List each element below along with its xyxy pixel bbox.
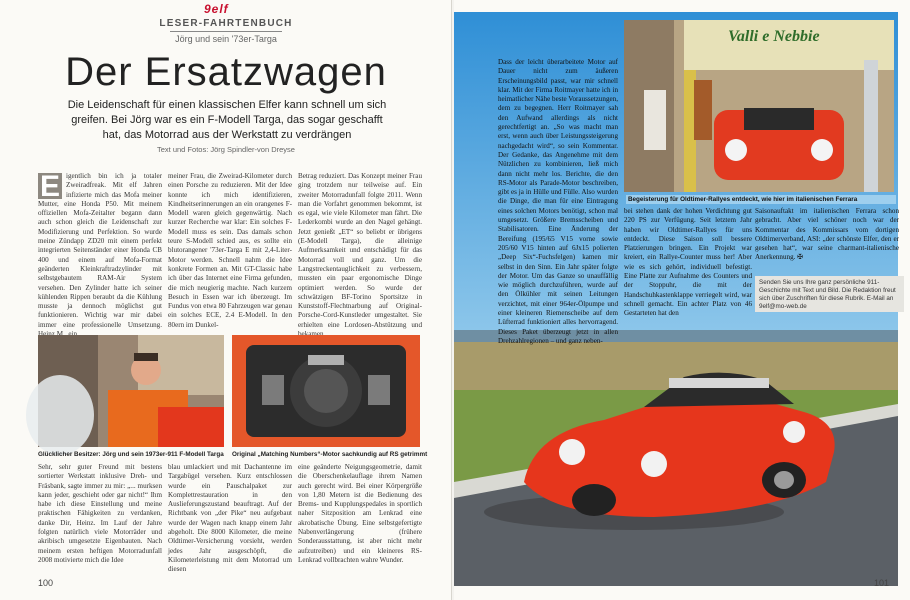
- engine-photo: [232, 335, 420, 447]
- text-column-c: [755, 207, 899, 273]
- owner-photo-art: [38, 335, 224, 447]
- end-mark: ✠: [797, 253, 804, 262]
- left-page: [0, 0, 452, 600]
- article-credit: Text und Fotos: Jörg Spindler-von Dreyse: [157, 145, 295, 154]
- drop-cap: E: [39, 170, 60, 203]
- owner-photo-caption: Glücklicher Besitzer: Jörg und sein 1973er-911 F-Modell Targa: [38, 451, 224, 458]
- right-page: [454, 0, 910, 600]
- text-column-a: Dass der leicht überarbeitete Motor auf Dauer nicht zum äußeren Erscheinungsbild passt, war mir schnell klar. Mit der Firma Roitmayer hatte ich in heimatlicher Nähe beste Voraussetzungen, dem zu begegnen. Herr Roitmayer sah den Aufwand allerdings als nicht gerechtfertigt an. „So was macht man erst, wenn auch über Leistungssteigerung nachgedacht wird“, so sein Kommentar. Der Gedanke, das Angenehme mit dem Nützlichen zu kombinieren, ließ mich dann nicht mehr los. Berichte, die den RS-Motor als Parade-Motor beschreiben, gibt es ja in Hülle und Fülle. Also wurden die Dinge, die man für eine Eintragung eines solchen Motors benötigt, schon mal umgesetzt. Größere Bremsscheiben und Stabilisatoren. Eine Änderung der Bereifung (195/65 V15 vorne sowie 205/60 V15 hinten auf 6Jx15 polierten „Deep Six“-Fuchsfelgen) kamen mir selbst in den Sinn. Ein Jahr später folgte der Motor. Um das Ganze so unauffällig wie möglich durchzuführen, wurde auf den Ölkühler mit seinen Leitungen verzichtet, mit einer 964er-Ölpumpe und einer kleineren Riemenscheibe auf dem Lüfterrad funktioniert alles hervorragend. Dieses Paket überzeugt jetzt in allen Drehzahlregionen – und ganz neben-: [498, 58, 618, 345]
- engine-photo-art: [232, 335, 420, 447]
- text-column-3: Betrag reduziert. Das Konzept meiner Frau ging trotzdem nur teilweise auf. Ein zweiter Motorradunfall folgte 2011. Wenn man die Vorfahrt genommen bekommt, ist es egal, wie viele Kilometer man fährt. Die Lederkombi wurde an den Nagel gehängt. Jetzt genießt „ET“ so beliebt er übrigens (E-Modell Targa), die alleinige Aufmerksamkeit und entschädigt für das Motorrad voll und ganz. Um die Langstreckentauglichkeit zu verbessern, mussten ein paar ergonomische Dinge optimiert werden. So wurde der schwätzigen BF-Torino Sportsitze in Kunststoff-Flechtnarbung auf Original-Porsche-Cord-Kunstleder umgestaltet. Sie erhielten eine Lordosen-Abstützung und: [298, 172, 422, 329]
- text-column-b: bei stehen dank der hohen Verdichtung gut 220 PS zur Verfügung. Seit letztem Jahr haben wir Oldtimer-Rallyes für uns entdeckt. Diese Saison soll bessere Platzierungen bringen. Ein Projekt war kreiert, ein Rallye-Counter muss her! Aber wie es sich gehört, individuell befestigt. Eine Platte zur Aufnahme des Counters und der Stoppuhr, die mit der Handschuhkastenklappe verriegelt wird, war schnell gemacht. Ein achter Platz von 46 Gestarteten hat den: [624, 207, 752, 318]
- kicker-divider: [170, 31, 282, 32]
- rallye-banner-text: Valli e Nebbie: [728, 28, 820, 45]
- article-lead: Die Leidenschaft für einen klassischen Elfer kann schnell um sich greifen. Bei Jörg war es ein F-Modell Targa, das sogar geschafft hat, das Motorrad aus der Werkstatt zu verdrängen: [67, 99, 387, 141]
- rallye-photo-caption: Begeisterung für Oldtimer-Rallyes entdeckt, wie hier im italienischen Ferrara: [626, 195, 896, 204]
- text-column-2: meiner Frau, die Zweirad-Kilometer durch einen Porsche zu reduzieren. Mit der Idee konnte ich mich identifizieren, Kindheitserinnerungen an ein orangenes F-Modell waren gleich gegenwärtig. Nach kurzer Recherche war klar: Ein solches F-Modell muss es sein. Das damals schon teure S-Modell schied aus, es sollte ein blutorangener '73er-Targa E mit 2,4-Liter-Motor werden. Schnell nahm die Idee konkrete Formen an. Mit GT-Classic habe ich über das Internet eine Firma gefunden, die mich neugierig machte. Nach kurzem Besuch in Essen war ich überzeugt. Im Fundus von etwa 80 Fahrzeugen war genau ein solches ECE, 2.4 E-Modell. In den 80ern im Dunkel-: [168, 172, 292, 329]
- text-column-1-bottom: Sehr, sehr guter Freund mit bestens sortierter Werkstatt inklusive Dreh- und Fräsbank, sagte immer zu mir: „... murksen kann jeder, geschieht oder gar nicht!“ Ihm habe ich diese Einstellung und meine praktischen Fähigkeiten zu verdanken, danke Dir, Heinz. Im Lauf der Jahre folgten natürlich viele Motorräder und akribisch umgesetzte Eigenbauten. Nach meinem ersten heftigen Motorradunfall 2008 motivierte mich die Idee: [38, 463, 162, 564]
- text-column-2-bottom: blau umlackiert und mit Dachantenne im Targabügel versehen. Kurz entschlossen wurde ein Pauschalpaket zur Komplettrestauration in den Auslieferungszustand beauftragt. Auf der Richtbank von „der Pike“ neu aufgebaut wurde der Wagen nach knapp einem Jahr abgeholt. Die 8000 Kilometer, die meine Oldtimer-Versicherung vorsieht, werden jedes Jahr ausgeschöpft, die Kilometerleistung mit dem Motorrad um diesen: [168, 463, 292, 574]
- section-subheading: Jörg und sein '73er-Targa: [175, 34, 277, 44]
- page-number-left: 100: [38, 578, 54, 588]
- rallye-photo: [624, 20, 894, 192]
- magazine-logo: 9elf: [204, 2, 229, 16]
- engine-photo-caption: Original „Matching Numbers“-Motor sachkundig auf RS getrimmt: [232, 451, 428, 458]
- reader-submission-info: Senden Sie uns Ihre ganz persönliche 911-Geschichte mit Text und Bild. Die Redaktion freut sich über Zuschriften für diese Rubrik. E-Mail an 9elf@mo-web.de: [755, 276, 904, 312]
- text-column-3-bottom: eine geänderte Neigungsgeometrie, damit die Oberschenkelauflage ihrem Namen auch gerecht wird. Bei einer Körpergröße von 1,80 Metern ist die Bedienung des Brems- und Kupplungspedales in sportlich naher Sitzposition am Lenkrad eine akrobatische Übung. Eine selbstgefertigte Nabenverlängerung (frühere Sonderausstattung, ist aber nicht mehr aufzutreiben) und ein kleineres RS-Lenkrad vollbrachten wahre Wunder.: [298, 463, 422, 564]
- page-number-right: 101: [874, 578, 890, 588]
- text-column-1: [38, 172, 162, 330]
- section-heading: LESER-FAHRTENBUCH: [159, 18, 293, 29]
- article-title: Der Ersatzwagen: [65, 50, 387, 94]
- owner-photo: [38, 335, 224, 447]
- body-text-c: Saisonauftakt im italienischen Ferrara schon gebracht. Aber viel schöner noch war der Kommentar des Kommissars vom dortigen Oldtimerverband, ASI: „der schönste Elfer, den er gesehen hat“, war seine charmant-italienische Anerkennung.: [755, 207, 899, 262]
- body-text: igentlich bin ich ja totaler Zweiradfreak. Mit elf Jahren infizierte mich das Mofa meiner Mutter, eine Honda P50. Mit meinem offiziellen Mofa-Zeitalter begann dann auch schon gleich die Leidenschaft zur Modifizierung und Perfektion. So wurde meine Zündapp ZD20 mit einem perfekt integrierten Seitenständer einer Honda CB 400 und einem auf Mofa-Format geänderten Kleinkraftradzylinder mit selbstgebautem RAM-Air System versehen. Den Zylinder hatte ich seiner kühlenden Rippen beraubt da die Kühlung musste ja dennoch möglichst gut funktionieren. Wichtig war mir dabei immer eine professionelle Umsetzung.: [38, 172, 162, 329]
